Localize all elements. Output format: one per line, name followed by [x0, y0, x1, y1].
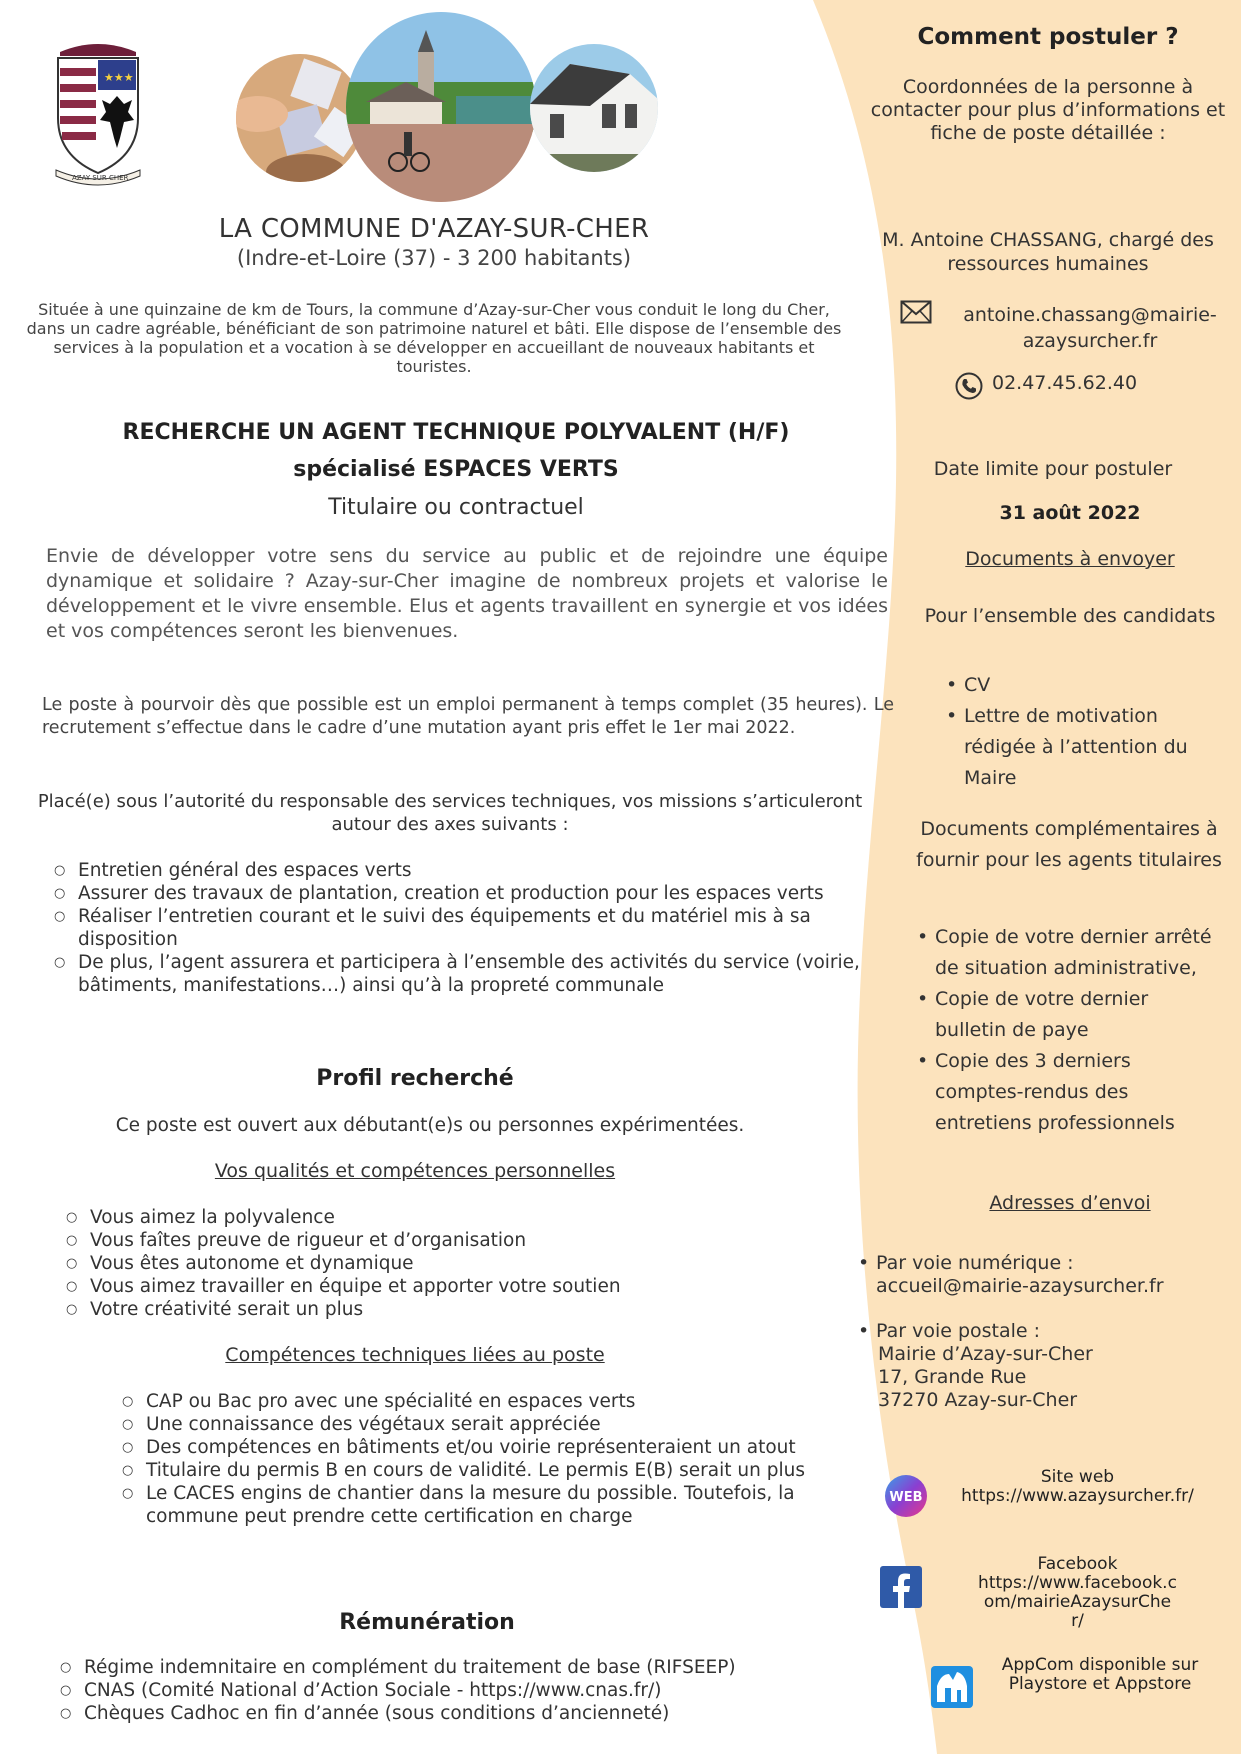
list-item: ○ Réaliser l’entretien courant et le suivi des équipements et du matériel mis à sa disposition — [50, 905, 895, 951]
crest-banner-text: AZAY SUR CHER — [72, 174, 129, 182]
list-item — [858, 1320, 1238, 1412]
list-item: • Copie de votre dernier arrêté de situation administrative, — [917, 922, 1217, 984]
list-item: ○ Entretien général des espaces verts — [50, 859, 895, 882]
commune-title: LA COMMUNE D'AZAY-SUR-CHER — [218, 214, 650, 244]
addresses-heading: Adresses d’envoi — [989, 1192, 1151, 1214]
facebook-label: Facebook — [1037, 1554, 1118, 1574]
facebook-icon — [880, 1566, 922, 1608]
profil-heading: Profil recherché — [316, 1066, 514, 1091]
documents-heading: Documents à envoyer — [965, 548, 1175, 570]
commune-crest-logo — [48, 38, 148, 188]
web-icon-label: WEB — [889, 1490, 923, 1505]
documents-titulaires-list — [917, 922, 1217, 1139]
website-label: Site web — [1040, 1467, 1115, 1487]
contact-person: M. Antoine CHASSANG, chargé des ressources humaines — [882, 229, 1214, 275]
competences-heading: Compétences techniques liées au poste — [225, 1344, 605, 1366]
address-digital-label: • Par voie numérique : — [876, 1252, 1074, 1274]
profil-intro: Ce poste est ouvert aux débutant(e)s ou personnes expérimentées. — [115, 1115, 745, 1136]
documents-all-label: Pour l’ensemble des candidats — [924, 605, 1216, 627]
appcom-icon — [931, 1666, 973, 1708]
contact-intro: Coordonnées de la personne à contacter pour plus d’informations et fiche de poste détaillée : — [870, 76, 1226, 144]
list-item: ○ Chèques Cadhoc en fin d’année (sous conditions d’ancienneté) — [56, 1702, 876, 1725]
job-status: Titulaire ou contractuel — [328, 495, 584, 520]
missions-list — [50, 859, 895, 997]
list-item: ○ Titulaire du permis B en cours de validité. Le permis E(B) serait un plus — [118, 1459, 838, 1482]
website-block — [940, 1468, 1215, 1506]
contact-phone[interactable]: 02.47.45.62.40 — [992, 372, 1138, 394]
address-postal-line: Mairie d’Azay-sur-Cher — [878, 1343, 1093, 1365]
address-postal-label: • Par voie postale : — [876, 1320, 1041, 1342]
list-item: ○ CAP ou Bac pro avec une spécialité en espaces verts — [118, 1390, 838, 1413]
deadline-date: 31 août 2022 — [999, 502, 1141, 524]
list-item: • Copie des 3 derniers comptes-rendus des entretiens professionnels — [917, 1046, 1217, 1139]
remuneration-list — [56, 1656, 876, 1725]
list-item: • Lettre de motivation rédigée à l’attention du Maire — [946, 701, 1206, 794]
competences-list — [118, 1390, 838, 1528]
job-intro-paragraph: Envie de développer votre sens du service au public et de rejoindre une équipe dynamique et solidaire ? Azay-sur-Cher imagine de nombreux projets et valorise le développement et le vivre ensemble. Elus et agents travaillent en synergie et vos idées et vos compétences seront les bienvenues. — [46, 545, 888, 642]
list-item: ○ CNAS (Comité National d’Action Sociale - https://www.cnas.fr/) — [56, 1679, 876, 1702]
list-item: ○ Des compétences en bâtiments et/ou voirie représenteraient un atout — [118, 1436, 838, 1459]
contact-email-link[interactable]: antoine.chassang@mairie-azaysurcher.fr — [963, 304, 1217, 352]
list-item: ○ Vous faîtes preuve de rigueur et d’organisation — [62, 1229, 782, 1252]
puzzle-hands-photo — [236, 54, 364, 182]
list-item: ○ Vous aimez travailler en équipe et apporter votre soutien — [62, 1275, 782, 1298]
deadline-label: Date limite pour postuler — [933, 458, 1173, 480]
qualites-list — [62, 1206, 782, 1321]
list-item — [858, 1252, 1238, 1298]
qualites-heading: Vos qualités et compétences personnelles — [214, 1160, 616, 1182]
appcom-label: AppCom disponible sur Playstore et Appstore — [1001, 1655, 1199, 1694]
address-digital-email[interactable]: accueil@mairie-azaysurcher.fr — [876, 1275, 1164, 1297]
envelope-icon — [900, 300, 932, 324]
svg-text:★★★: ★★★ — [104, 71, 134, 84]
commune-intro: Située à une quinzaine de km de Tours, la commune d’Azay-sur-Cher vous conduit le long du Cher, dans un cadre agréable, bénéficiant de son patrimoine naturel et bâti. Elle dispose de l’ensemble des services à la population et a vocation à se développer en accueillant de nouveaux habitants et touristes. — [26, 300, 842, 376]
remuneration-heading: Rémunération — [339, 1610, 515, 1635]
list-item: ○ Une connaissance des végétaux serait appréciée — [118, 1413, 838, 1436]
list-item: • CV — [946, 670, 1206, 701]
list-item: ○ Assurer des travaux de plantation, creation et production pour les espaces verts — [50, 882, 895, 905]
list-item: ○ Régime indemnitaire en complément du traitement de base (RIFSEEP) — [56, 1656, 876, 1679]
job-specialty: spécialisé ESPACES VERTS — [293, 457, 619, 482]
job-title: RECHERCHE UN AGENT TECHNIQUE POLYVALENT (H/F) — [122, 420, 790, 445]
address-postal — [858, 1320, 1238, 1412]
commune-subtitle: (Indre-et-Loire (37) - 3 200 habitants) — [236, 246, 632, 270]
job-missions-intro: Placé(e) sous l’autorité du responsable des services techniques, vos missions s’articuleront autour des axes suivants : — [37, 791, 863, 835]
facebook-link[interactable]: https://www.facebook.com/mairieAzaysurCher/ — [978, 1573, 1177, 1631]
address-postal-line: 17, Grande Rue — [878, 1366, 1027, 1388]
list-item: ○ De plus, l’agent assurera et participera à l’ensemble des activités du service (voirie, bâtiments, manifestations…) ainsi qu’à la propreté communale — [50, 951, 895, 997]
apply-heading: Comment postuler ? — [917, 24, 1179, 50]
documents-titulaires-label: Documents complémentaires à fournir pour les agents titulaires — [916, 818, 1222, 871]
list-item: • Copie de votre dernier bulletin de paye — [917, 984, 1217, 1046]
list-item: ○ Votre créativité serait un plus — [62, 1298, 782, 1321]
village-street-photo — [346, 12, 536, 202]
web-icon — [884, 1474, 928, 1518]
list-item: ○ Vous êtes autonome et dynamique — [62, 1252, 782, 1275]
facebook-block — [940, 1555, 1215, 1631]
job-contract-paragraph: Le poste à pourvoir dès que possible est un emploi permanent à temps complet (35 heures). Le recrutement s’effectue dans le cadre d’une mutation ayant pris effet le 1er mai 2022. — [42, 695, 894, 738]
address-digital — [858, 1252, 1238, 1298]
list-item: ○ Le CACES engins de chantier dans la mesure du possible. Toutefois, la commune peut prendre cette certification en charge — [118, 1482, 838, 1528]
website-link[interactable]: https://www.azaysurcher.fr/ — [961, 1486, 1194, 1506]
documents-all-list — [946, 670, 1206, 794]
address-postal-line: 37270 Azay-sur-Cher — [878, 1389, 1078, 1411]
town-hall-photo — [530, 44, 658, 172]
list-item: ○ Vous aimez la polyvalence — [62, 1206, 782, 1229]
phone-icon — [955, 372, 983, 400]
